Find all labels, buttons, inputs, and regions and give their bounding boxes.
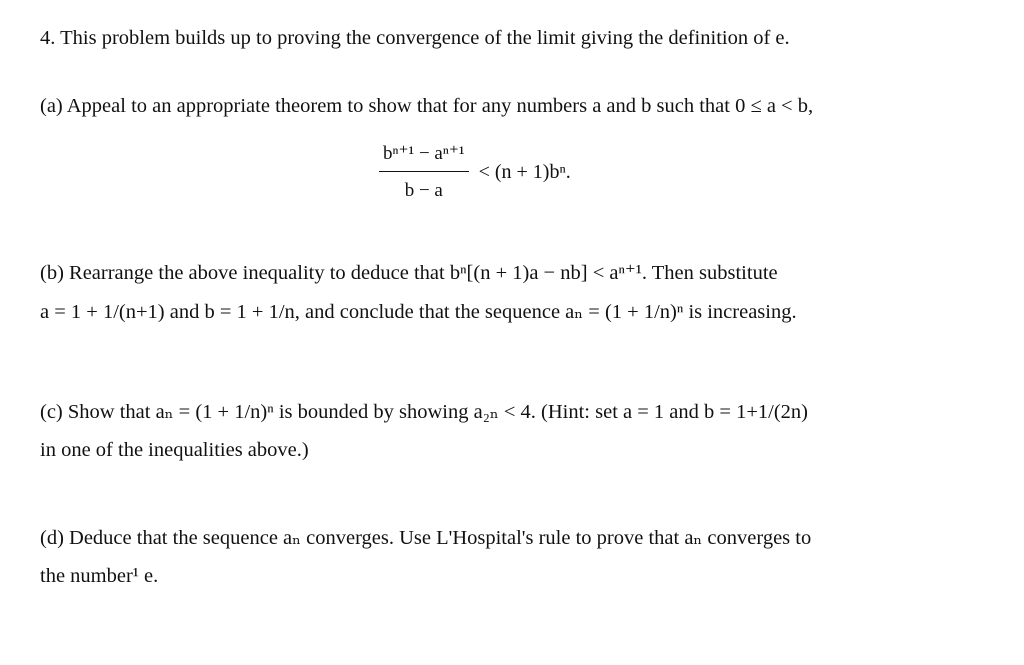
part-b-line-1 [40,263,778,284]
part-a-numerator: bⁿ⁺¹ − aⁿ⁺¹ [383,143,465,164]
problem-intro [40,28,790,49]
part-b-line-2-text: a = 1 + 1/(n+1) and b = 1 + 1/n, and conclude that the sequence aₙ = (1 + 1/n)ⁿ is increasing. [40,301,797,323]
part-b-line-1-text: (b) Rearrange the above inequality to deduce that bⁿ[(n + 1)a − nb] < aⁿ⁺¹. Then substitute [40,262,778,284]
part-a-denominator: b − a [379,171,469,202]
part-d-line-1 [40,528,811,549]
part-a-rhs: < (n + 1)bⁿ. [478,160,571,183]
part-a-text [40,96,813,117]
part-d-line-2-text: the number¹ e. [40,565,159,587]
problem-intro-text: 4. This problem builds up to proving the convergence of the limit giving the definition of e. [40,27,790,49]
part-a-display-inequality [379,142,571,202]
part-a-text-content: (a) Appeal to an appropriate theorem to show that for any numbers a and b such that 0 ≤ a < b, [40,95,814,117]
part-a-fraction [379,142,469,202]
part-b-line-2 [40,302,797,323]
part-c-line-2-text: in one of the inequalities above.) [40,439,309,461]
part-d-line-2 [40,566,158,587]
part-c-line-2 [40,440,309,461]
part-c-line-1-text: (c) Show that aₙ = (1 + 1/n)ⁿ is bounded by showing a₂ₙ < 4. (Hint: set a = 1 and b = 1+1/(2n) [40,401,808,423]
part-d-line-1-text: (d) Deduce that the sequence aₙ converges. Use L'Hospital's rule to prove that aₙ converges to [40,527,812,549]
part-c-line-1 [40,402,808,423]
